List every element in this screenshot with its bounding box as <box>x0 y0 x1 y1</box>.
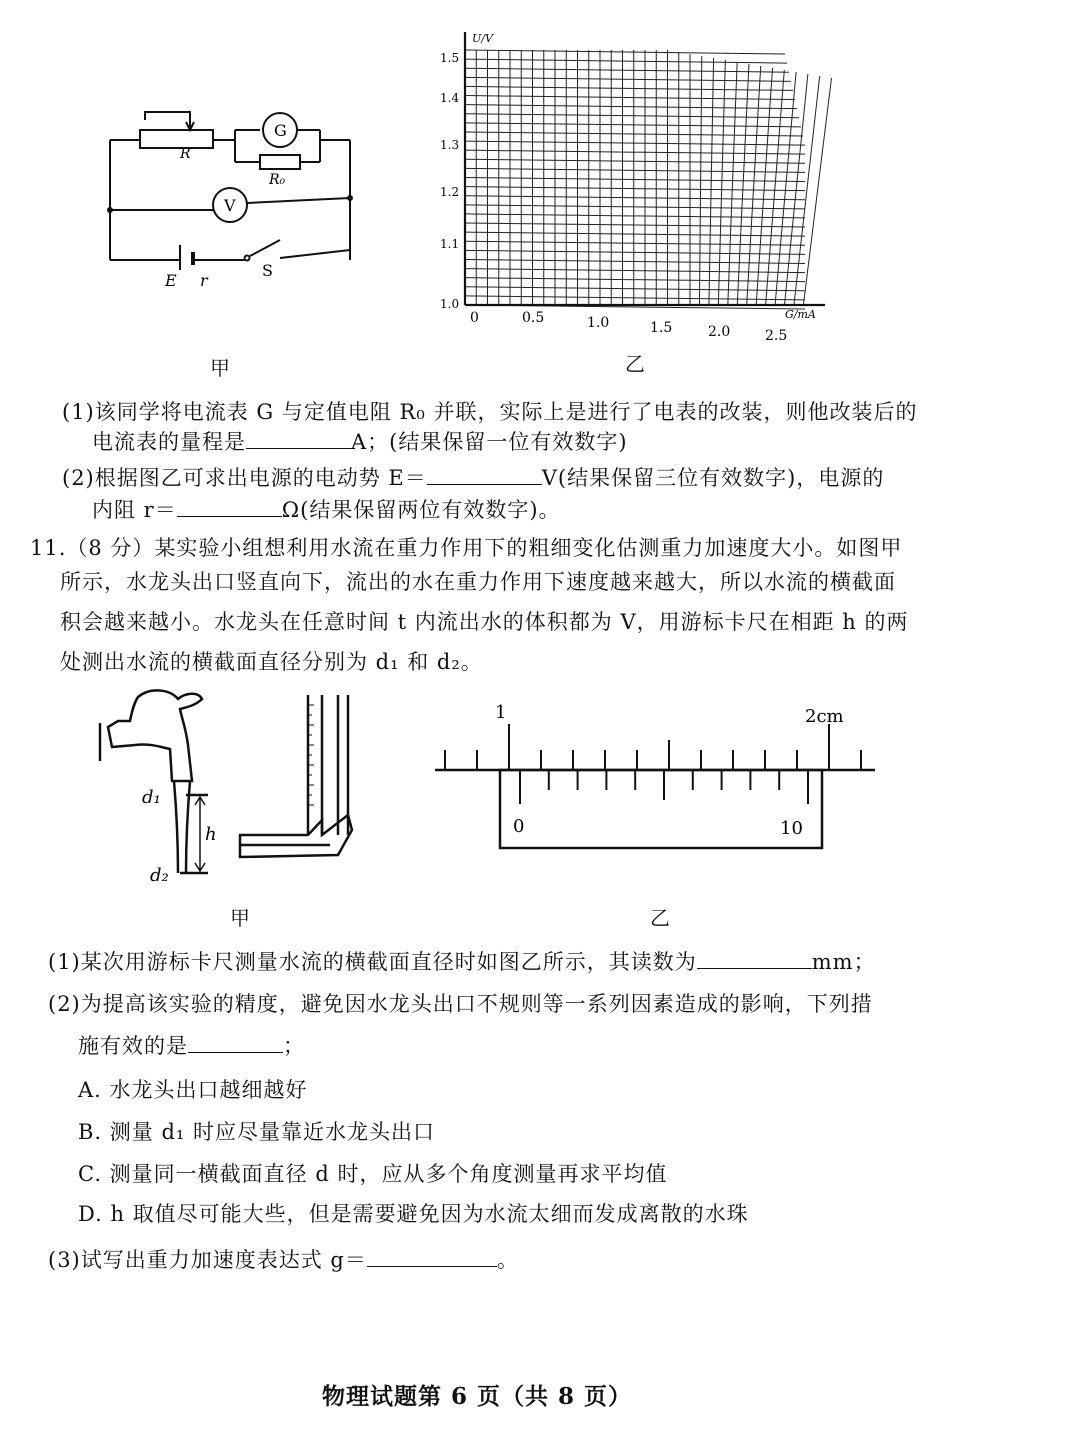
circuit-diagram <box>95 100 365 300</box>
y-tick-2: 1.3 <box>440 138 460 152</box>
label-h: h <box>205 824 217 845</box>
grid-line <box>465 250 805 254</box>
grid-line <box>465 214 805 218</box>
x-tick-0: 0 <box>470 310 479 326</box>
q10-part1-line2 <box>92 428 628 456</box>
grid-line <box>465 223 805 227</box>
grid-line <box>718 60 725 305</box>
q11-intro-line4: 处测出水流的横截面直径分别为 d₁ 和 d₂。 <box>60 650 483 674</box>
grid-line <box>465 123 801 127</box>
answer-blank-choice[interactable] <box>188 1032 283 1053</box>
y-tick-5: 1.0 <box>440 297 460 311</box>
main-scale-1: 1 <box>495 702 507 723</box>
main-scale-2cm: 2cm <box>805 706 844 727</box>
label-R0: R₀ <box>269 172 286 188</box>
grid-line <box>465 50 785 54</box>
q10-part2-text: (2)根据图乙可求出电源的电动势 E＝ <box>62 466 427 490</box>
answer-blank-resistance[interactable] <box>177 496 282 517</box>
grid-line <box>766 70 785 305</box>
q11-part3-end: 。 <box>496 1248 519 1272</box>
grid-line <box>465 59 787 63</box>
faucet-figure <box>90 685 380 895</box>
grid-line <box>709 58 714 305</box>
circuit-caption: 甲 <box>210 356 230 380</box>
y-axis-unit: U/V <box>472 32 493 45</box>
y-tick-3: 1.2 <box>440 185 460 199</box>
q11-part1-text: (1)某次用游标卡尺测量水流的横截面直径时如图乙所示，其读数为 <box>48 950 697 974</box>
grid-line <box>465 296 805 300</box>
grid-line <box>465 205 805 209</box>
grid-line <box>465 168 805 172</box>
grid-line <box>465 141 805 145</box>
grid-line <box>465 269 805 273</box>
option-d: D. h 取值尽可能大些，但是需要避免因为水流太细而发成离散的水珠 <box>78 1202 749 1226</box>
grid-line <box>465 96 795 100</box>
grid-line <box>465 259 805 263</box>
x-axis-unit: G/mA <box>785 308 816 321</box>
option-a: A. 水龙头出口越细越好 <box>78 1078 308 1102</box>
grid-line <box>737 64 749 305</box>
x-tick-1: 0.5 <box>522 310 545 326</box>
q10-part1-line1: (1)该同学将电流表 G 与定值电阻 R₀ 并联，实际上是进行了电表的改装，则他改装后的 <box>62 400 918 424</box>
label-S: S <box>262 261 273 280</box>
option-b: B. 测量 d₁ 时应尽量靠近水龙头出口 <box>78 1120 435 1144</box>
x-tick-3: 1.5 <box>650 320 673 336</box>
q11-part2-line1: (2)为提高该实验的精度，避免因水龙头出口不规则等一系列因素造成的影响，下列措 <box>48 992 873 1016</box>
answer-blank-emf[interactable] <box>427 464 542 485</box>
q11-part1-unit: mm； <box>811 950 876 974</box>
grid-line <box>465 196 805 200</box>
q11-part3 <box>48 1246 519 1274</box>
q11-part2-text: 施有效的是 <box>78 1034 188 1058</box>
answer-blank-reading[interactable] <box>697 948 812 969</box>
grid-line <box>465 68 789 72</box>
answer-blank-range[interactable] <box>246 428 351 449</box>
q10-part2-r-text: 内阻 r＝ <box>92 498 177 522</box>
ui-graph <box>430 20 850 350</box>
grid-line <box>465 232 805 236</box>
grid-line <box>465 150 805 154</box>
label-r: r <box>200 271 208 290</box>
grid-line <box>465 86 793 90</box>
grid-line <box>465 278 805 282</box>
grid-line <box>775 72 796 305</box>
q10-part2-suffix: V(结果保留三位有效数字)，电源的 <box>541 466 885 490</box>
grid-line <box>465 159 805 163</box>
option-c: C. 测量同一横截面直径 d 时，应从多个角度测量再求平均值 <box>78 1162 668 1186</box>
y-tick-1: 1.4 <box>440 91 460 105</box>
vernier-scale-0: 0 <box>513 816 525 837</box>
grid-line <box>465 114 799 118</box>
label-d1: d₁ <box>142 787 161 808</box>
q10-part2-r-suffix: Ω(结果保留两位有效数字)。 <box>281 498 561 522</box>
x-tick-4: 2.0 <box>708 324 731 340</box>
grid-line <box>465 287 805 291</box>
label-V: V <box>224 196 236 215</box>
label-R: R <box>180 146 191 162</box>
q11-part1 <box>48 948 876 976</box>
y-tick-0: 1.5 <box>440 51 460 65</box>
page-footer: 物理试题第 6 页（共 8 页） <box>322 1383 633 1410</box>
grid-line <box>465 241 805 245</box>
grid-line <box>803 78 831 305</box>
q11-part2-line2 <box>78 1032 305 1060</box>
vernier-caliper-figure <box>425 700 885 860</box>
y-tick-4: 1.1 <box>440 237 460 251</box>
q11-part2-end: ； <box>283 1034 305 1058</box>
q10-part1-text: 电流表的量程是 <box>92 430 246 454</box>
vernier-caption: 乙 <box>650 906 670 930</box>
label-E: E <box>165 271 177 290</box>
faucet-caption: 甲 <box>230 906 250 930</box>
q11-intro-line2: 所示，水龙头出口竖直向下，流出的水在重力作用下速度越来越大，所以水流的横截面 <box>60 570 896 594</box>
answer-blank-g-expression[interactable] <box>367 1246 497 1267</box>
label-G: G <box>274 121 287 140</box>
q10-part2-line2 <box>92 496 561 524</box>
q11-intro-line3: 积会越来越小。水龙头在任意时间 t 内流出水的体积都为 V，用游标卡尺在相距 h 的两 <box>60 610 909 634</box>
q11-part3-text: (3)试写出重力加速度表达式 g＝ <box>48 1248 367 1272</box>
q11-intro-line1: 11.（8 分）某实验小组想利用水流在重力作用下的粗细变化估测重力加速度大小。如图甲 <box>30 536 903 560</box>
graph-caption: 乙 <box>625 352 645 376</box>
q10-part1-suffix: A；(结果保留一位有效数字) <box>351 430 628 454</box>
q10-part2-line1 <box>62 464 884 492</box>
vernier-scale-10: 10 <box>780 818 803 839</box>
x-tick-5: 2.5 <box>765 328 788 344</box>
label-d2: d₂ <box>150 865 169 886</box>
x-tick-2: 1.0 <box>587 315 610 331</box>
grid-line <box>465 77 791 81</box>
